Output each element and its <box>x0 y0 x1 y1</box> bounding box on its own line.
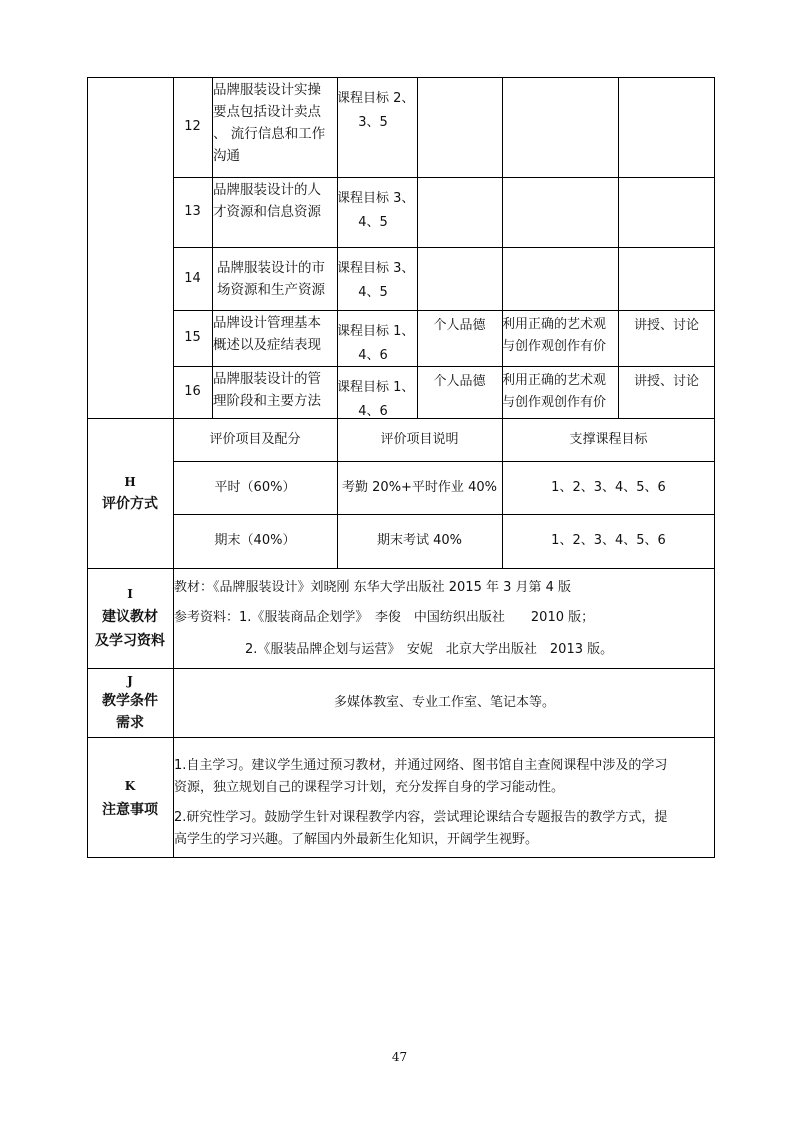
teaching-text: 讲授、讨论 <box>633 318 699 333</box>
schedule-row-content <box>212 249 337 310</box>
evaluation-header-text: 评价项目说明 <box>380 431 459 447</box>
evaluation-desc <box>337 461 502 514</box>
notes-label <box>87 737 173 857</box>
reference-line: 参考资料：1.《服装商品企划学》 李俊 中国纺织出版社 2010 版； <box>174 610 595 625</box>
schedule-row-ethic <box>417 370 502 394</box>
section-letter-I: I <box>127 587 133 601</box>
evaluation-goals <box>502 461 715 514</box>
notes-line: 1.自主学习。建议学生通过预习教材，并通过网络、图书馆自主查阅课程中涉及的学习 <box>174 758 668 773</box>
evaluation-item <box>173 461 337 514</box>
notes-label-text: 注意事项 <box>102 802 158 818</box>
conditions-label-line: 教学条件 <box>102 692 158 709</box>
content-line: 才资源和信息资源 <box>213 204 321 220</box>
schedule-row-goal <box>337 376 417 418</box>
materials-content <box>174 568 714 668</box>
schedule-row-number <box>173 77 212 177</box>
notes-line: 资源，独立规划自己的课程学习计划，充分发挥自身的学习能动性。 <box>174 780 565 795</box>
schedule-row-content <box>212 79 337 177</box>
evaluation-item-text: 平时（60%） <box>214 479 296 495</box>
evaluation-desc-text: 期末考试 40% <box>376 533 463 548</box>
schedule-row-divider <box>173 310 715 311</box>
schedule-row-number <box>173 177 212 247</box>
method-line: 与创作观创作有价 <box>502 395 607 410</box>
schedule-column-divider <box>502 77 503 418</box>
section-letter-K: K <box>124 779 136 793</box>
content-line: 品牌服装设计的人 <box>213 182 321 198</box>
page-number: 47 <box>391 1050 408 1064</box>
conditions-label-line: 需求 <box>116 714 144 731</box>
evaluation-header <box>337 418 502 461</box>
content-line: 、 流行信息和工作 <box>213 126 326 142</box>
textbook-line: 教材：《品牌服装设计》刘晓刚 东华大学出版社 2015 年 3 月第 4 版 <box>174 580 572 595</box>
evaluation-item-text: 期末（40%） <box>214 533 296 548</box>
section-letter-J: J <box>127 673 133 688</box>
goal-line: 4、5 <box>358 285 388 300</box>
schedule-row-number <box>173 366 212 418</box>
content-line: 品牌服装设计的市 <box>217 260 325 276</box>
section-letter-H: H <box>124 475 136 489</box>
content-line: 沟通 <box>213 148 240 164</box>
schedule-row-teaching <box>618 370 715 394</box>
row-number-text: 15 <box>184 330 201 345</box>
schedule-row-number <box>173 247 212 310</box>
conditions-content <box>174 668 715 737</box>
goal-line: 4、6 <box>358 404 388 419</box>
schedule-row-teaching <box>618 314 715 338</box>
evaluation-item <box>173 514 337 568</box>
ethic-text: 个人品德 <box>433 318 486 333</box>
content-line: 品牌设计管理基本 <box>213 315 321 331</box>
schedule-column-divider <box>417 77 418 418</box>
content-line: 场资源和生产资源 <box>217 282 325 298</box>
table-border-bottom <box>87 857 715 858</box>
schedule-row-number <box>173 310 212 366</box>
evaluation-header <box>502 418 715 461</box>
schedule-row-method <box>502 370 618 418</box>
schedule-row-ethic <box>417 314 502 338</box>
materials-label-line: 及学习资料 <box>95 633 165 649</box>
evaluation-goals <box>502 514 715 568</box>
schedule-row-content <box>212 368 337 418</box>
syllabus-table <box>87 77 715 858</box>
content-line: 要点包括设计卖点 <box>213 104 321 120</box>
method-line: 利用正确的艺术观 <box>502 317 607 332</box>
reference-line: 2.《服装品牌企划与运营》 安妮 北京大学出版社 2013 版。 <box>245 642 614 657</box>
schedule-row-divider <box>173 177 715 178</box>
evaluation-label <box>87 418 173 568</box>
goal-line: 课程目标 3、 <box>337 191 415 206</box>
goal-line: 课程目标 1、 <box>337 380 415 395</box>
content-line: 品牌服装设计的管 <box>213 371 321 387</box>
evaluation-header-text: 支撑课程目标 <box>569 431 648 447</box>
materials-label-line: 建议教材 <box>102 609 158 625</box>
goal-line: 4、5 <box>358 215 388 230</box>
content-line: 品牌服装设计实操 <box>213 82 321 98</box>
ethic-text: 个人品德 <box>433 374 486 389</box>
evaluation-desc <box>337 514 502 568</box>
evaluation-goals-text: 1、2、3、4、5、6 <box>551 533 666 548</box>
schedule-row-goal <box>337 187 417 247</box>
schedule-row-goal <box>337 87 417 177</box>
schedule-row-goal <box>337 257 417 310</box>
evaluation-goals-text: 1、2、3、4、5、6 <box>551 479 666 495</box>
method-line: 利用正确的艺术观 <box>502 373 607 388</box>
schedule-row-content <box>212 179 337 247</box>
conditions-label <box>87 668 173 737</box>
conditions-text: 多媒体教室、专业工作室、笔记本等。 <box>333 694 555 710</box>
row-number-text: 16 <box>184 384 201 399</box>
goal-line: 课程目标 3、 <box>337 261 415 276</box>
notes-line: 2.研究性学习。鼓励学生针对课程教学内容，尝试理论课结合专题报告的教学方式，提 <box>174 810 668 825</box>
content-line: 概述以及症结表现 <box>213 337 321 353</box>
notes-content <box>174 737 714 857</box>
goal-line: 4、6 <box>358 348 388 363</box>
schedule-row-divider <box>173 366 715 367</box>
row-number-text: 13 <box>184 204 201 219</box>
notes-line: 高学生的学习兴趣。了解国内外最新生化知识，开阔学生视野。 <box>174 832 539 847</box>
evaluation-header-text: 评价项目及配分 <box>209 431 301 447</box>
schedule-row-divider <box>173 247 715 248</box>
schedule-column-divider <box>618 77 619 418</box>
materials-label <box>87 568 173 668</box>
goal-line: 课程目标 1、 <box>337 324 415 339</box>
teaching-text: 讲授、讨论 <box>633 374 699 389</box>
content-line: 理阶段和主要方法 <box>213 393 321 409</box>
schedule-row-method <box>502 314 618 366</box>
row-number-text: 14 <box>184 270 201 286</box>
schedule-row-content <box>212 312 337 366</box>
evaluation-header <box>173 418 337 461</box>
goal-line: 课程目标 2、 <box>337 91 415 106</box>
goal-line: 3、5 <box>358 115 388 130</box>
method-line: 与创作观创作有价 <box>502 339 607 354</box>
evaluation-label-text: 评价方式 <box>102 496 158 512</box>
schedule-row-goal <box>337 320 417 366</box>
evaluation-desc-text: 考勤 20%+平时作业 40% <box>342 479 497 495</box>
row-number-text: 12 <box>184 119 201 134</box>
